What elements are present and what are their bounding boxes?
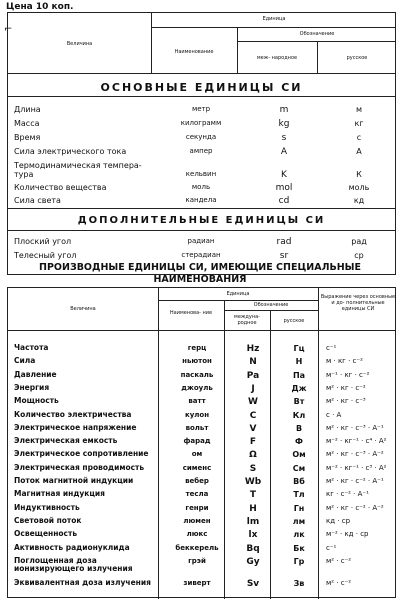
intl-symbol: C xyxy=(249,410,257,421)
intl-symbol: lx xyxy=(248,530,258,541)
si-expression: м² · кг · с⁻² · А⁻² xyxy=(326,503,384,512)
rus-symbol: Н xyxy=(295,357,303,367)
intl-symbol: W xyxy=(248,397,258,408)
unit-name: ампер xyxy=(189,147,213,155)
base-units-table xyxy=(7,12,396,275)
derived-unit-row xyxy=(8,517,395,529)
intl-symbol: mol xyxy=(275,183,293,193)
quantity-name: Сила xyxy=(14,356,36,366)
bheader-quantity: Величина xyxy=(70,306,96,312)
rus-symbol: Дж xyxy=(291,383,307,393)
rus-symbol: кг xyxy=(354,119,364,128)
unit-name: генри xyxy=(185,503,209,512)
quantity-name: Сила света xyxy=(14,196,61,205)
rus-symbol: Гн xyxy=(293,503,305,513)
unit-name: паскаль xyxy=(180,370,214,379)
intl-symbol: A xyxy=(280,147,288,157)
top-table-header xyxy=(8,13,395,74)
intl-symbol: kg xyxy=(278,119,290,129)
intl-symbol: cd xyxy=(278,196,290,206)
intl-symbol: Hz xyxy=(246,344,260,354)
quantity-name: Световой поток xyxy=(14,515,82,525)
rus-symbol: В xyxy=(295,423,303,433)
derived-unit-row xyxy=(8,437,395,449)
si-expression: кд · ср xyxy=(326,516,351,525)
derived-units-title xyxy=(0,262,400,286)
rus-symbol: лк xyxy=(293,530,305,540)
unit-name: тесла xyxy=(185,490,209,499)
bheader-designation: Обозначение xyxy=(253,302,289,308)
quantity-name: Магнитная индукция xyxy=(14,489,105,499)
derived-unit-row xyxy=(8,411,395,423)
quantity-name: Индуктивность xyxy=(14,502,80,512)
intl-symbol: Ω xyxy=(249,450,257,461)
base-unit-row xyxy=(8,183,395,195)
rus-symbol: лм xyxy=(292,516,306,526)
derived-unit-row xyxy=(8,357,395,369)
derived-unit-row xyxy=(8,555,395,573)
derived-unit-row xyxy=(8,504,395,516)
derived-unit-row xyxy=(8,450,395,462)
bheader-rus: русское xyxy=(283,318,305,324)
quantity-name: Эквивалентная доза излучения xyxy=(14,577,151,587)
quantity-name: Электрическая проводимость xyxy=(14,462,145,472)
quantity-name: Мощность xyxy=(14,396,59,406)
quantity-name: Электрическое сопротивление xyxy=(14,449,149,459)
header-quantity: Величина xyxy=(66,41,93,47)
quantity-name: Плоский угол xyxy=(14,237,72,246)
quantity-name: Поток магнитной индукции xyxy=(14,476,134,485)
si-expression: м · кг · с⁻² xyxy=(326,357,363,366)
si-expression: с⁻¹ xyxy=(326,543,337,552)
quantity-name: Телесный угол xyxy=(14,251,77,260)
unit-name: ньютон xyxy=(182,357,212,366)
si-expression: с⁻¹ xyxy=(326,344,337,352)
derived-title-line-2: НАИМЕНОВАНИЯ xyxy=(153,274,247,285)
bottom-table-header xyxy=(8,288,395,331)
rus-symbol: кд xyxy=(353,196,365,205)
intl-symbol: H xyxy=(249,503,257,514)
base-unit-row xyxy=(8,133,395,145)
additional-units-title: ДОПОЛНИТЕЛЬНЫЕ ЕДИНИЦЫ СИ xyxy=(77,215,326,226)
rus-symbol: ср xyxy=(354,251,364,260)
derived-unit-row xyxy=(8,490,395,502)
derived-unit-row xyxy=(8,579,395,591)
rus-symbol: Зв xyxy=(293,578,305,588)
intl-symbol: Sv xyxy=(246,578,260,589)
intl-symbol: Gy xyxy=(246,556,260,567)
si-expression: м⁻² · кг⁻¹ · с³ · А² xyxy=(326,463,387,472)
quantity-name: Время xyxy=(14,133,41,142)
quantity-name: Количество вещества xyxy=(14,183,107,192)
bheader-expr: Выражение через основные и до- полнительные единицы СИ xyxy=(320,294,396,312)
bheader-intl: междуна- родное xyxy=(234,314,260,326)
unit-name: люмен xyxy=(183,516,211,525)
unit-name: секунда xyxy=(185,133,217,141)
base-unit-row xyxy=(8,105,395,117)
quantity-name: Частота xyxy=(14,343,49,352)
intl-symbol: T xyxy=(249,490,257,501)
rus-symbol: Па xyxy=(292,370,306,380)
quantity-name: Термодинамическая темпера- тура xyxy=(14,161,142,179)
derived-units-table xyxy=(7,287,396,598)
base-unit-row xyxy=(8,119,395,131)
intl-symbol: S xyxy=(249,463,257,474)
intl-symbol: Pa xyxy=(246,370,260,381)
intl-symbol: Wb xyxy=(244,477,262,487)
derived-unit-row xyxy=(8,544,395,556)
intl-symbol: rad xyxy=(276,237,292,247)
unit-name: герц xyxy=(187,344,207,352)
unit-name: моль xyxy=(191,183,211,191)
si-expression: м² · кг · с⁻² · А⁻¹ xyxy=(326,477,384,485)
derived-title-line-1: ПРОИЗВОДНЫЕ ЕДИНИЦЫ СИ, ИМЕЮЩИЕ СПЕЦИАЛЬНЫЕ xyxy=(39,262,361,273)
unit-name: ом xyxy=(191,450,203,459)
additional-unit-row xyxy=(8,237,395,249)
unit-name: метр xyxy=(191,105,211,113)
rus-symbol: См xyxy=(292,463,306,473)
unit-name: вебер xyxy=(185,477,209,485)
rus-symbol: К xyxy=(356,170,362,179)
quantity-name: Масса xyxy=(14,119,40,128)
unit-name: зиверт xyxy=(183,578,211,587)
unit-name: вольт xyxy=(185,423,209,432)
derived-unit-row xyxy=(8,477,395,489)
unit-name: кулон xyxy=(184,410,210,419)
base-units-title: ОСНОВНЫЕ ЕДИНИЦЫ СИ xyxy=(100,81,303,94)
unit-name: беккерель xyxy=(175,543,219,552)
si-expression: м² · с⁻² xyxy=(326,578,352,587)
rus-symbol: Вб xyxy=(293,477,305,486)
quantity-name: Энергия xyxy=(14,382,50,392)
rus-symbol: рад xyxy=(351,237,367,246)
si-expression: м² · кг · с⁻³ · А⁻¹ xyxy=(326,423,384,432)
derived-unit-row xyxy=(8,384,395,396)
quantity-name: Количество электричества xyxy=(14,409,132,419)
header-rus: русское xyxy=(346,55,368,61)
unit-name: ватт xyxy=(188,397,206,406)
quantity-name: Электрическая емкость xyxy=(14,436,118,446)
rus-symbol: моль xyxy=(348,183,370,192)
si-expression: м² · кг · с⁻³ xyxy=(326,397,366,406)
quantity-name: Длина xyxy=(14,105,41,114)
base-unit-row xyxy=(8,196,395,208)
derived-unit-row xyxy=(8,530,395,542)
unit-name: фарад xyxy=(183,437,211,446)
quantity-name: Освещенность xyxy=(14,529,78,539)
intl-symbol: N xyxy=(249,357,257,368)
unit-name: джоуль xyxy=(181,383,213,392)
derived-unit-row xyxy=(8,464,395,476)
rus-symbol: А xyxy=(356,147,362,156)
header-name: Наименование xyxy=(174,49,214,55)
intl-symbol: K xyxy=(281,170,287,180)
base-unit-row xyxy=(8,161,395,180)
si-expression: кг · с⁻² · А⁻¹ xyxy=(326,490,369,499)
derived-unit-row xyxy=(8,344,395,356)
unit-name: грэй xyxy=(188,556,206,565)
unit-name: люкс xyxy=(186,530,208,539)
intl-symbol: sr xyxy=(279,251,289,261)
rus-symbol: м xyxy=(355,105,363,114)
rus-symbol: с xyxy=(356,133,362,142)
rus-symbol: Гц xyxy=(293,344,305,353)
header-designation: Обозначение xyxy=(299,31,335,37)
unit-name: кельвин xyxy=(185,170,217,178)
rus-symbol: Ом xyxy=(292,450,306,460)
intl-symbol: Bq xyxy=(246,543,260,554)
base-unit-row xyxy=(8,147,395,159)
quantity-name: Сила электрического тока xyxy=(14,147,127,156)
rus-symbol: Гр xyxy=(293,556,305,566)
unit-name: радиан xyxy=(187,237,215,245)
si-expression: м² · с⁻² xyxy=(326,556,352,565)
intl-symbol: F xyxy=(249,437,257,448)
unit-name: сименс xyxy=(182,463,212,472)
si-expression: м² · кг · с⁻³ · А⁻² xyxy=(326,450,384,459)
header-intl: меж- народное xyxy=(256,55,298,61)
rus-symbol: Ф xyxy=(295,437,303,447)
derived-unit-row xyxy=(8,371,395,383)
intl-symbol: m xyxy=(279,105,289,115)
quantity-name: Поглощенная доза ионизирующего излучения xyxy=(14,555,133,573)
intl-symbol: lm xyxy=(246,516,260,527)
rus-symbol: Кл xyxy=(292,410,306,420)
unit-name: стерадиан xyxy=(181,251,221,259)
si-expression: м⁻² · кд · ср xyxy=(326,530,369,539)
unit-name: кандела xyxy=(185,196,217,204)
si-expression: с · А xyxy=(326,410,342,419)
corner-mark: ⌐ xyxy=(4,24,13,35)
bheader-name: Наименова- ние xyxy=(169,310,213,316)
intl-symbol: J xyxy=(251,383,255,394)
derived-unit-row xyxy=(8,397,395,409)
intl-symbol: V xyxy=(249,423,257,434)
rus-symbol: Тл xyxy=(293,490,305,500)
quantity-name: Активность радионуклида xyxy=(14,542,130,552)
si-expression: м⁻¹ · кг · с⁻² xyxy=(326,370,370,379)
quantity-name: Давление xyxy=(14,369,57,379)
header-unit: Единица xyxy=(262,16,286,22)
quantity-name: Электрическое напряжение xyxy=(14,422,137,432)
derived-unit-row xyxy=(8,424,395,436)
intl-symbol: s xyxy=(281,133,287,143)
si-expression: м⁻² · кг⁻¹ · с⁴ · А² xyxy=(326,437,387,446)
price-label: Цена 10 коп. xyxy=(6,2,74,12)
bheader-unit: Единица xyxy=(226,291,250,297)
unit-name: килограмм xyxy=(180,119,222,127)
si-expression: м² · кг · с⁻² xyxy=(326,383,366,392)
rus-symbol: Вт xyxy=(293,397,305,407)
rus-symbol: Бк xyxy=(293,543,305,553)
